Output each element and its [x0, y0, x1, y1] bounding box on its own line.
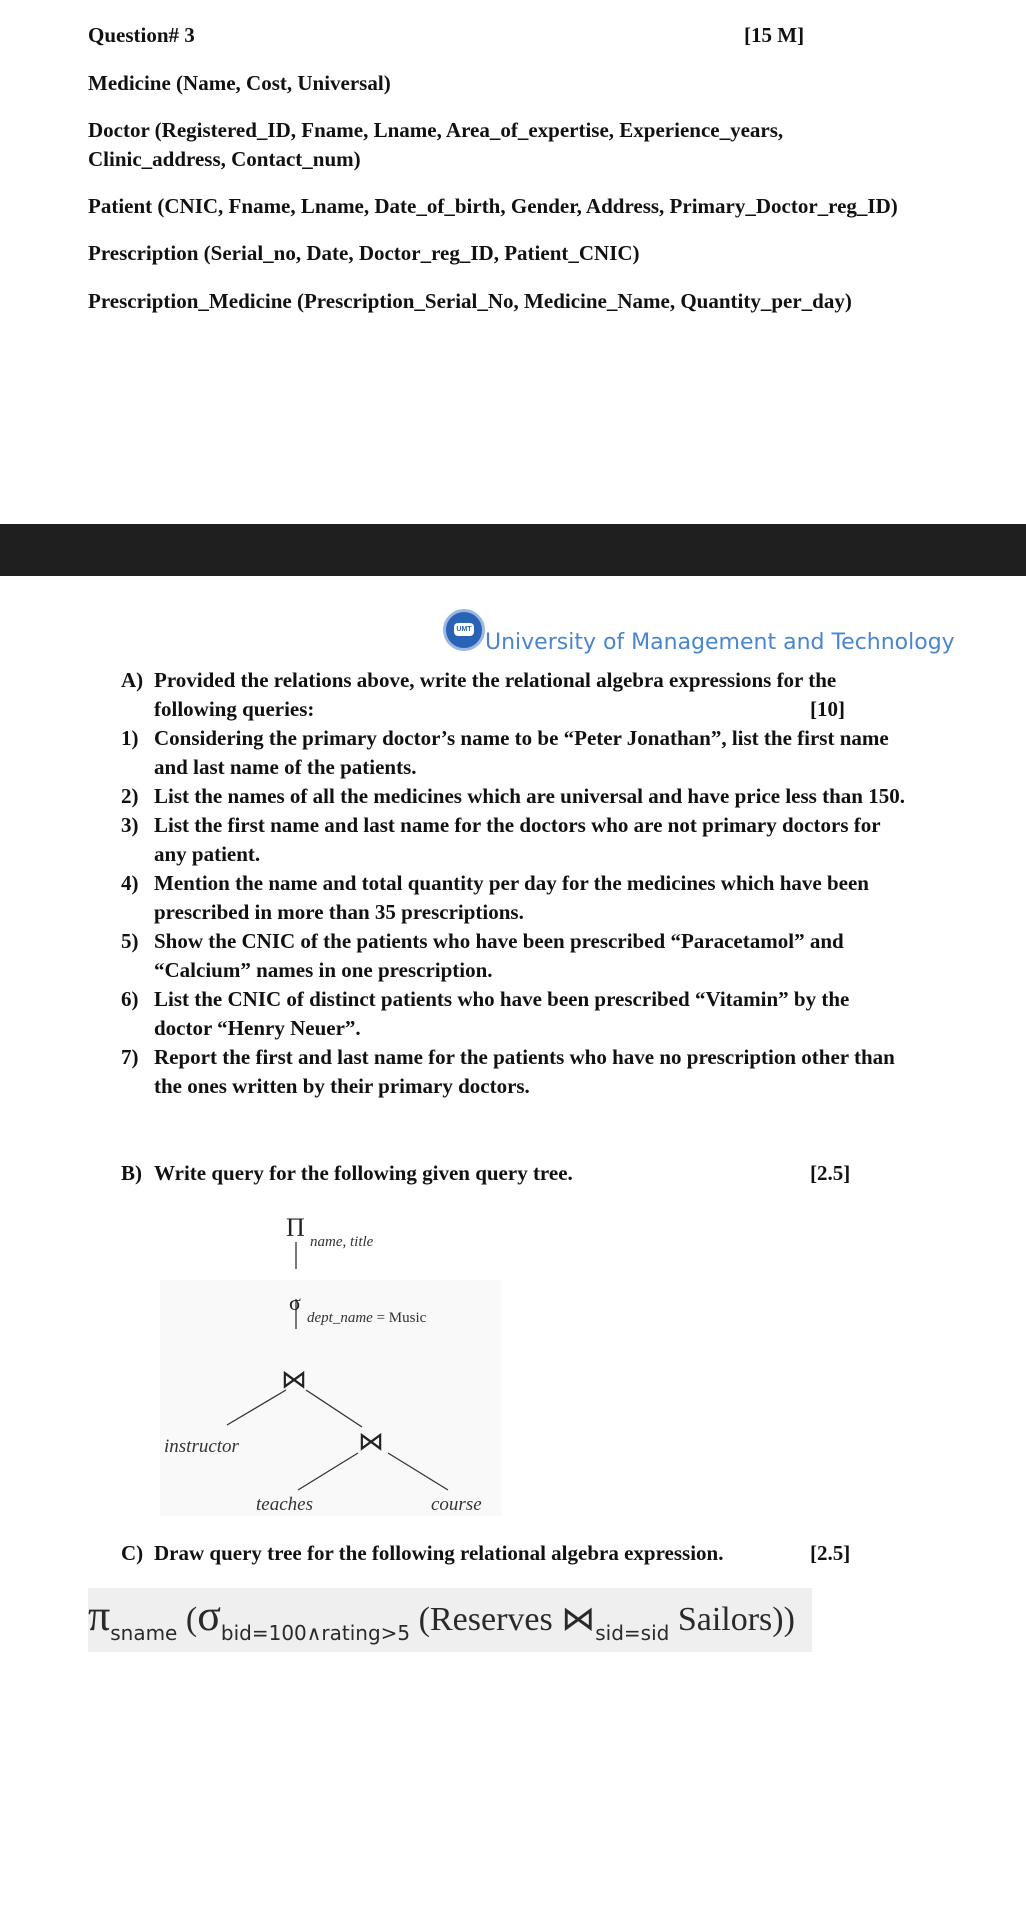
query-3-num: 3) — [121, 813, 139, 837]
part-a-label: A) — [121, 668, 144, 692]
tree-join-top: ⋈ — [281, 1365, 307, 1394]
tree-leaf-teaches: teaches — [256, 1494, 313, 1515]
question-title: Question# 3 — [88, 23, 195, 47]
tree-edge-join-instructor — [227, 1390, 286, 1425]
expr-pi-sub: sname — [110, 1621, 178, 1645]
question-marks: [15 M] — [744, 23, 805, 47]
expr-sigma: σ — [197, 1591, 221, 1640]
query-4-line1: Mention the name and total quantity per day for the medicines which have been — [154, 871, 869, 895]
query-4-num: 4) — [121, 871, 139, 895]
relation-prescription: Prescription (Serial_no, Date, Doctor_reg_ID, Patient_CNIC) — [88, 241, 640, 265]
page-separator-band — [0, 524, 1026, 576]
expr-join: ⋈ — [561, 1601, 596, 1638]
tree-join-bottom: ⋈ — [358, 1427, 384, 1456]
part-b-label: B) — [121, 1161, 142, 1185]
query-5-num: 5) — [121, 929, 139, 953]
tree-select-condition — [307, 1310, 427, 1326]
tree-select-attr: dept_name — [307, 1310, 373, 1326]
query-tree-diagram — [150, 1205, 510, 1525]
query-6-num: 6) — [121, 987, 139, 1011]
part-a-marks: [10] — [810, 697, 845, 721]
tree-select-eq: = — [372, 1310, 389, 1326]
query-1-line2: and last name of the patients. — [154, 755, 417, 779]
relational-algebra-expression — [88, 1590, 795, 1645]
relation-doctor-cont: Clinic_address, Contact_num) — [88, 147, 361, 171]
relation-medicine: Medicine (Name, Cost, Universal) — [88, 71, 391, 95]
part-a-line2: following queries: — [154, 697, 315, 721]
query-2-num: 2) — [121, 784, 139, 808]
tree-edge-join-join — [306, 1390, 362, 1427]
tree-edge-join-course — [388, 1453, 448, 1490]
expr-open: ( — [177, 1601, 198, 1638]
expr-relation2: Sailors)) — [669, 1601, 795, 1638]
tree-select-symbol: σ — [289, 1290, 301, 1315]
tree-leaf-instructor: instructor — [164, 1436, 239, 1457]
expr-join-sub: sid=sid — [595, 1621, 670, 1645]
part-b-marks: [2.5] — [810, 1161, 851, 1185]
part-c-marks: [2.5] — [810, 1541, 851, 1565]
part-b-text: Write query for the following given query tree. — [154, 1161, 573, 1185]
university-name: University of Management and Technology — [485, 630, 955, 655]
expr-relation1: (Reserves — [410, 1601, 562, 1638]
tree-edge-join-teaches — [298, 1453, 358, 1490]
query-6-line2: doctor “Henry Neuer”. — [154, 1016, 361, 1040]
query-1-line1: Considering the primary doctor’s name to be “Peter Jonathan”, list the first name — [154, 726, 889, 750]
part-a-line1: Provided the relations above, write the relational algebra expressions for the — [154, 668, 837, 692]
tree-project-symbol: Π — [286, 1213, 305, 1242]
expr-pi: π — [88, 1591, 111, 1640]
relation-prescription-medicine: Prescription_Medicine (Prescription_Serial_No, Medicine_Name, Quantity_per_day) — [88, 289, 852, 313]
relation-doctor: Doctor (Registered_ID, Fname, Lname, Area_of_expertise, Experience_years, — [88, 118, 784, 142]
query-3-line2: any patient. — [154, 842, 261, 866]
query-7-num: 7) — [121, 1045, 139, 1069]
expr-sigma-sub: bid=100∧rating>5 — [220, 1621, 411, 1645]
query-1-num: 1) — [121, 726, 139, 750]
query-5-line2: “Calcium” names in one prescription. — [154, 958, 493, 982]
query-7-line2: the ones written by their primary doctors. — [154, 1074, 530, 1098]
query-3-line1: List the first name and last name for the doctors who are not primary doctors for — [154, 813, 881, 837]
relation-patient: Patient (CNIC, Fname, Lname, Date_of_birth, Gender, Address, Primary_Doctor_reg_ID) — [88, 194, 898, 218]
query-5-line1: Show the CNIC of the patients who have been prescribed “Paracetamol” and — [154, 929, 844, 953]
query-4-line2: prescribed in more than 35 prescriptions. — [154, 900, 524, 924]
tree-select-value: Music — [388, 1310, 427, 1326]
query-2-line1: List the names of all the medicines which are universal and have price less than 150. — [154, 784, 905, 808]
part-c-label: C) — [121, 1541, 144, 1565]
query-6-line1: List the CNIC of distinct patients who have been prescribed “Vitamin” by the — [154, 987, 850, 1011]
tree-leaf-course: course — [431, 1494, 482, 1515]
university-logo — [443, 609, 485, 651]
query-7-line1: Report the first and last name for the patients who have no prescription other than — [154, 1045, 895, 1069]
part-c-text: Draw query tree for the following relational algebra expression. — [154, 1541, 724, 1565]
tree-project-attrs: name, title — [310, 1234, 374, 1250]
university-logo-text: UMT — [454, 623, 474, 636]
